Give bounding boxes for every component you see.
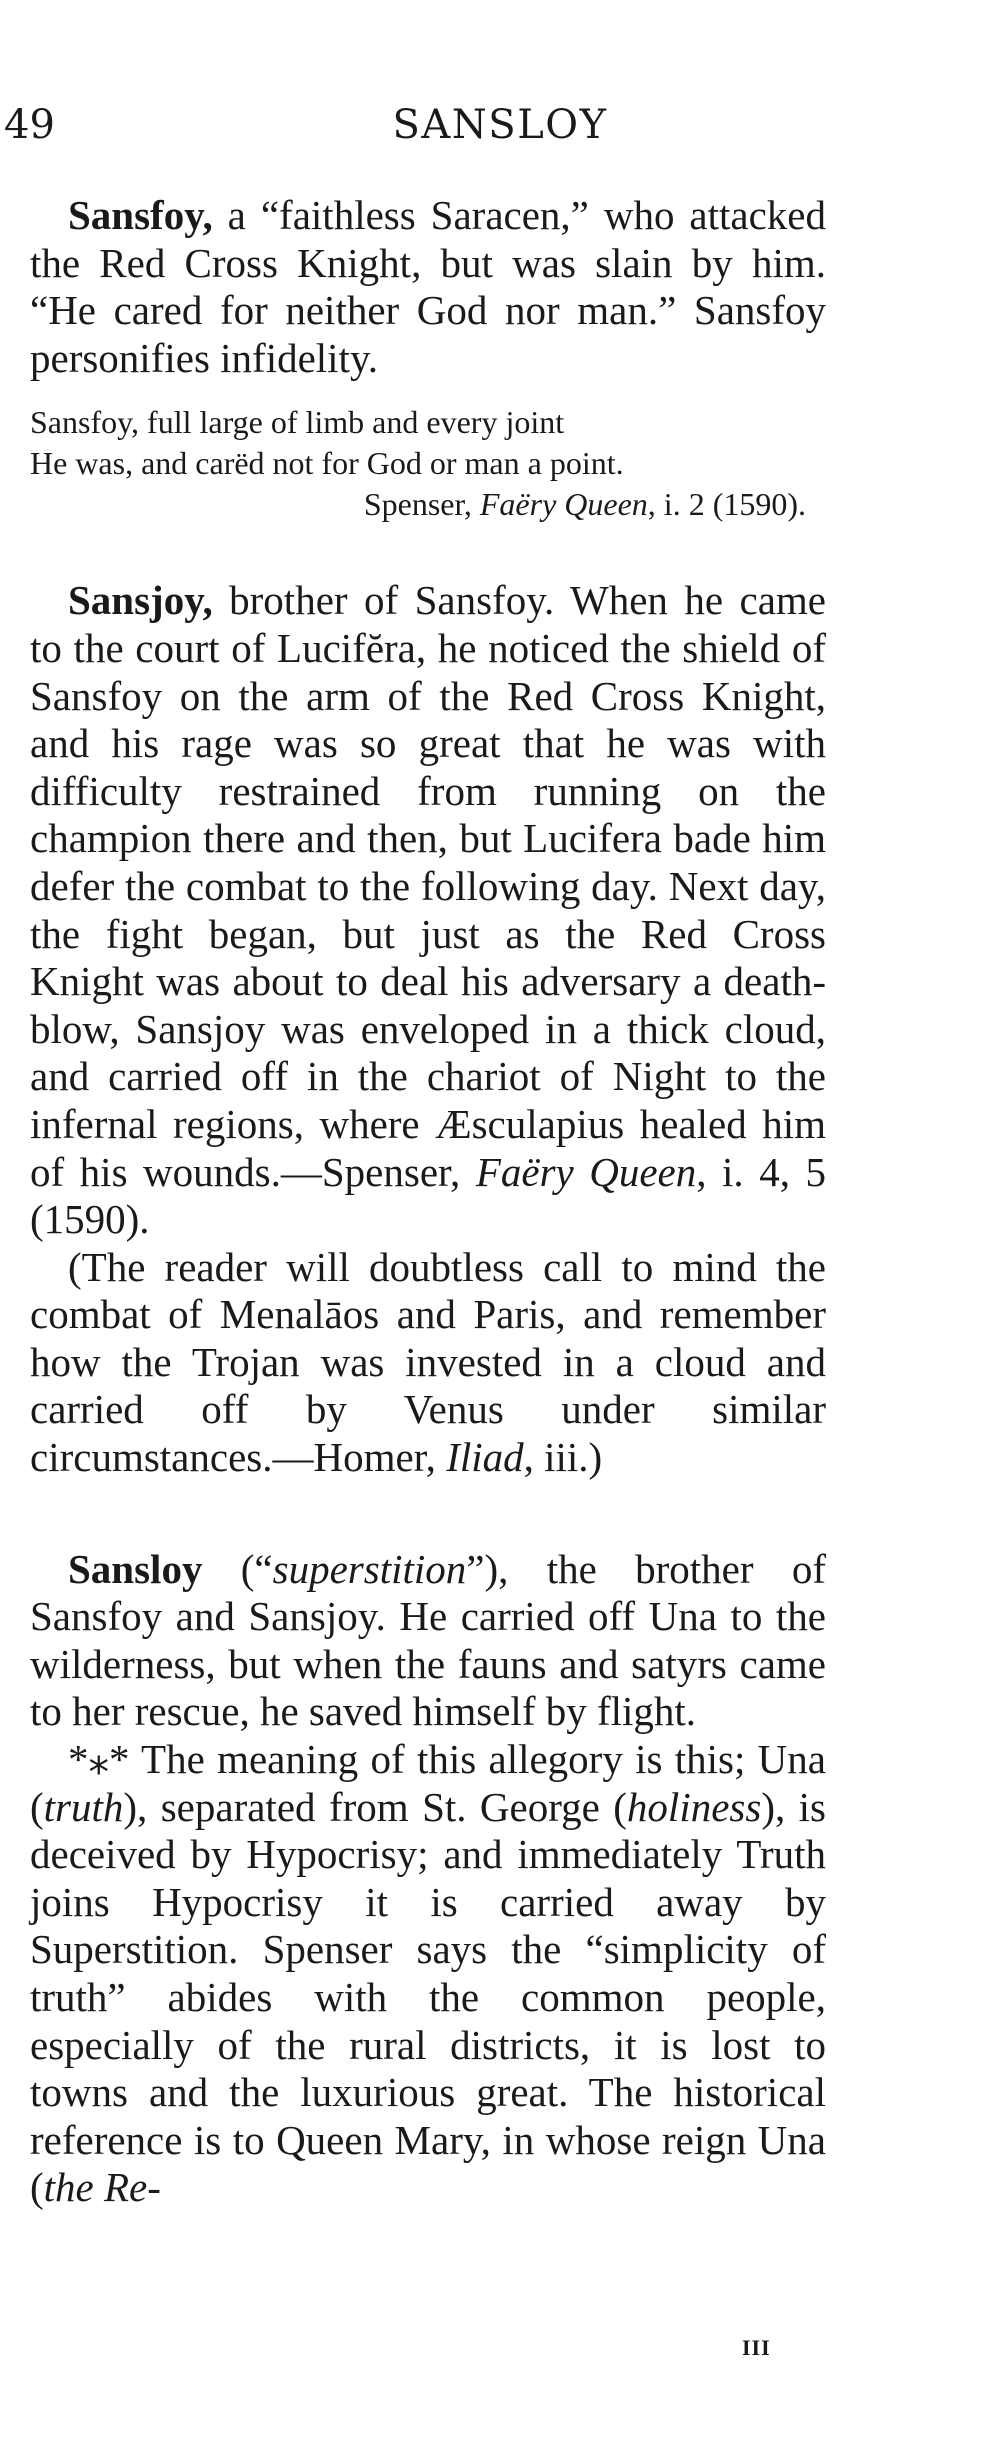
attribution-work: Faëry Queen: [479, 486, 648, 523]
headword: Sansjoy,: [68, 577, 213, 624]
entry-sansloy: [30, 1546, 826, 2212]
italic-term: truth: [43, 1783, 124, 1830]
citation-ref: , iii.): [523, 1434, 603, 1481]
cited-work: Faëry Queen: [475, 1148, 697, 1195]
note-text: ), separated from St. George (: [123, 1783, 627, 1830]
signature-mark: III: [742, 2335, 771, 2360]
entry-text: brother of Sansfoy. When he came to the court of Lucifĕra, he noticed the shield of Sansfoy on the arm of the Red Cross Knight, and his rage was so great that he was with difficulty restrained from running on the champion there and then, but Lucifera bade him defer the combat to the following day. Next day, the fight began, but just as the Red Cross Knight was about to deal his adversary a death-blow, Sansjoy was enveloped in a thick cloud, and carried off in the chariot of Night to the infernal regions, where Æsculapius healed him of his wounds.—Spenser,: [30, 577, 826, 1195]
verse-line: Sansfoy, full large of limb and every joint: [30, 404, 565, 441]
headword: Sansloy: [68, 1545, 203, 1592]
entry-paragraph: [30, 192, 826, 382]
headword: Sansfoy,: [68, 192, 213, 238]
page-number: 49: [4, 102, 55, 148]
editorial-note: [30, 1244, 826, 1482]
cited-work: Iliad: [446, 1434, 524, 1481]
text-column: [30, 192, 826, 2212]
entry-text: a “faithless Saracen,” who attacked the Red Cross Knight, but was slain by him. “He cared for neither God nor man.” Sansfoy personifies infidelity.: [30, 192, 826, 381]
entry-paragraph: [30, 577, 826, 1243]
italic-term: holiness: [626, 1783, 762, 1830]
citation-ref: , i. 4, 5 (1590).: [30, 1148, 826, 1243]
allegory-note: [30, 1736, 826, 2212]
attribution-author: Spenser,: [363, 486, 480, 523]
note-text: (The reader will doubtless call to mind the combat of Menalāos and Paris, and remember how the Trojan was invested in a cloud and carried off by Venus under similar circumstances.—Homer,: [30, 1243, 826, 1481]
gloss: superstition: [272, 1545, 467, 1592]
italic-term: the Re-: [43, 2164, 161, 2211]
gloss-close: ”): [466, 1545, 499, 1592]
attribution-ref: , i. 2 (1590).: [647, 486, 806, 523]
entry-sansfoy: [30, 192, 826, 525]
note-text: ), is deceived by Hypocrisy; and immediately Truth joins Hypocrisy it is carried away by Superstition. Spenser says the “simplicity of truth” abides with the common people, especially of the rural districts, it is lost to towns and the luxurious great. The historical reference is to Queen Mary, in whose reign Una (: [30, 1783, 826, 2211]
entry-text: , the brother of Sansfoy and Sansjoy. He carried off Una to the wilderness, but when the fauns and satyrs came to her rescue, he saved himself by flight.: [30, 1545, 827, 1735]
verse-line: He was, and carëd not for God or man a point.: [30, 445, 624, 482]
entry-sansjoy: [30, 577, 826, 1481]
note-text: The meaning of this allegory is this; Una (: [30, 1736, 826, 1830]
gloss-open: (“: [202, 1545, 273, 1592]
running-head: SANSLOY: [392, 102, 608, 148]
verse-quotation: [30, 402, 826, 525]
quote-attribution: [30, 484, 826, 525]
note-mark: *⁎*: [68, 1736, 142, 1783]
entry-paragraph: [30, 1546, 826, 1736]
